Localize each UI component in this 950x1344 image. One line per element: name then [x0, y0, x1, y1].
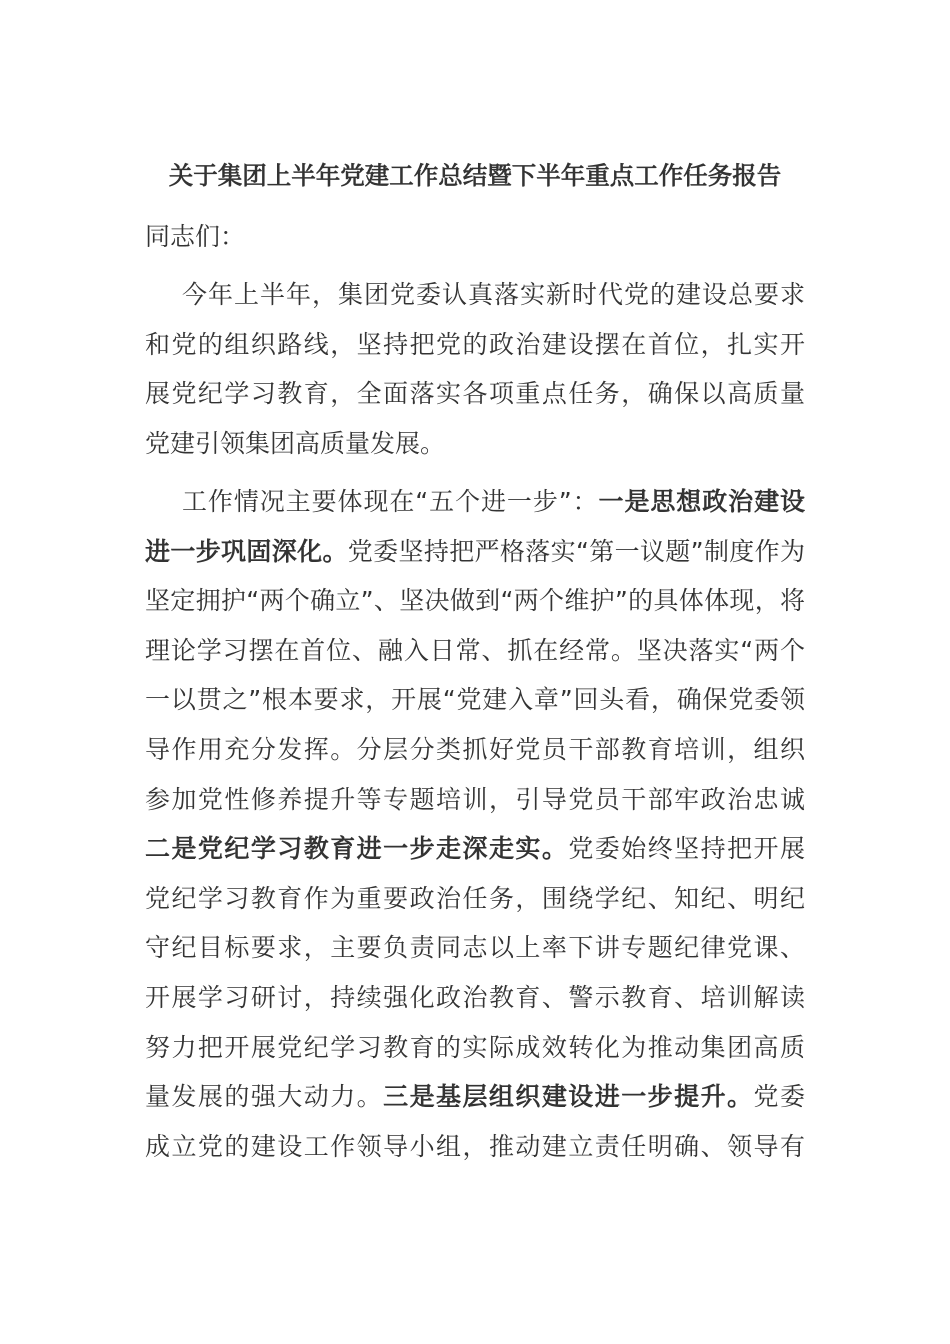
text-line: 成立党的建设工作领导小组，推动建立责任明确、领导有: [145, 1131, 805, 1161]
text-line: 工作情况主要体现在“五个进一步”：一是思想政治建设: [182, 487, 805, 516]
text-line: 党纪学习教育作为重要政治任务，围绕学纪、知纪、明纪: [145, 883, 805, 913]
text-line: 量发展的强大动力。三是基层组织建设进一步提升。党委: [145, 1082, 805, 1112]
text-line: 今年上半年，集团党委认真落实新时代党的建设总要求: [182, 280, 805, 309]
text-line: 一以贯之”根本要求，开展“党建入章”回头看，确保党委领: [145, 685, 805, 715]
text-line: 参加党性修养提升等专题培训，引导党员干部牢政治忠诚: [145, 784, 805, 814]
bold-heading: 进一步巩固深化。: [145, 536, 348, 566]
text-line: 展党纪学习教育，全面落实各项重点任务，确保以高质量: [145, 379, 805, 409]
text-line: 理论学习摆在首位、融入日常、抓在经常。坚决落实“两个: [145, 635, 805, 665]
text-line: 二是党纪学习教育进一步走深走实。党委始终坚持把开展: [145, 834, 805, 864]
text-line: 党建引领集团高质量发展。: [145, 428, 446, 458]
text-line: 开展学习研讨，持续强化政治教育、警示教育、培训解读: [145, 982, 805, 1012]
text-line: 努力把开展党纪学习教育的实际成效转化为推动集团高质: [145, 1032, 805, 1062]
text-line: 进一步巩固深化。党委坚持把严格落实“第一议题”制度作为: [145, 536, 805, 566]
text-line: 守纪目标要求，主要负责同志以上率下讲专题纪律党课、: [145, 933, 805, 963]
paragraph-intro: [145, 270, 805, 468]
text-line: 和党的组织路线，坚持把党的政治建设摆在首位，扎实开: [145, 329, 805, 359]
bold-heading: 一是思想政治建设: [598, 487, 805, 516]
text-line: 坚定拥护“两个确立”、坚决做到“两个维护”的具体体现，将: [145, 586, 805, 616]
document-title: 关于集团上半年党建工作总结暨下半年重点工作任务报告: [168, 161, 782, 190]
bold-heading: 二是党纪学习教育进一步走深走实。: [145, 834, 569, 864]
paragraph-work-summary: [145, 477, 805, 1171]
bold-heading: 三是基层组织建设进一步提升。: [383, 1082, 754, 1112]
greeting: 同志们：: [145, 222, 246, 251]
text-line: 导作用充分发挥。分层分类抓好党员干部教育培训，组织: [145, 734, 805, 764]
